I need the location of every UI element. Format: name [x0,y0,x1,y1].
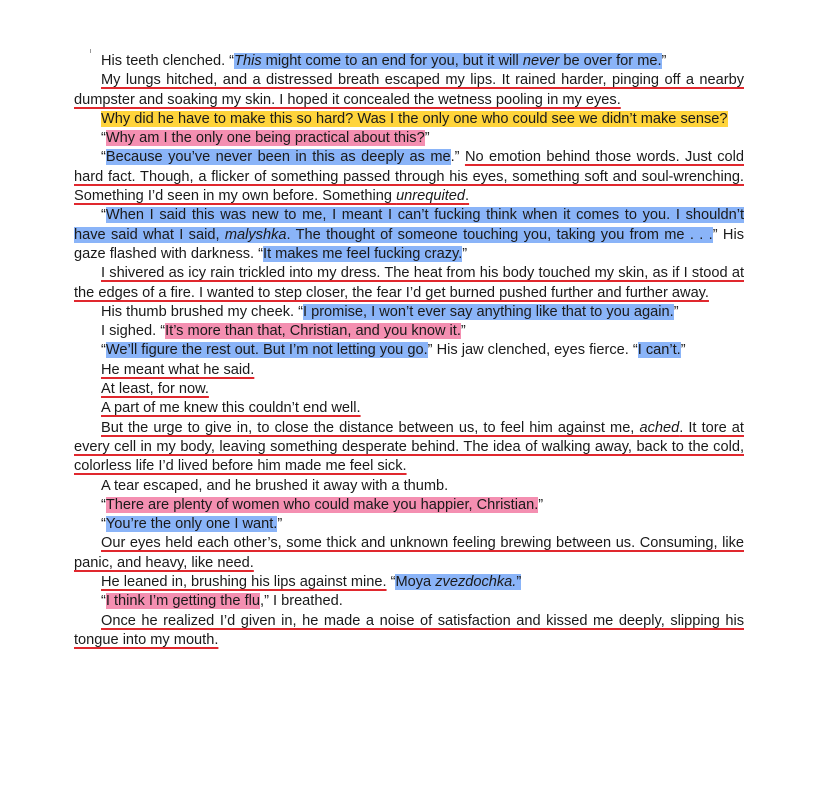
underlined-text: He meant what he said. [101,361,255,378]
underlined-text: No emotion behind those words. Just cold hard fact. Though, a flicker of something passed through his eyes, something soft and soul-wrenching. Something I’d seen in my own before. Something unrequited. [74,149,744,205]
highlight-blue: I can’t. [637,342,681,359]
highlight-yellow: Why did he have to make this so hard? Was I the only one who could see we didn’t make sense? [101,110,728,127]
highlight-pink: There are plenty of women who could make you happier, Christian. [105,496,539,513]
paragraph-underlined: I shivered as icy rain trickled into my dress. The heat from his body touched my skin, as if I stood at the edges of a fire. I wanted to step closer, the fear I’d get burned pushed further and further away. [74,265,744,301]
highlight-blue: When I said this was new to me, I meant I can’t fucking think when it comes to you. I shouldn’t have said what I said, malyshka. The thought of someone touching you, taking you from me . . . [74,207,744,243]
paragraph: A tear escaped, and he brushed it away with a thumb. [101,477,449,494]
paragraph: “When I said this was new to me, I meant I can’t fucking think when it comes to you. I shouldn’t have said what I said, malyshka. The thought of someone touching you, taking you from me . . .” His gaze flashed with darkness. “It makes me feel fucking crazy.” [74,207,744,262]
underlined-text: A part of me knew this couldn’t end well. [101,400,361,417]
highlight-blue: You’re the only one I want. [105,516,278,533]
highlight-blue: This might come to an end for you, but it will never be over for me. [234,53,662,69]
paragraph [74,399,744,418]
paragraph: “You’re the only one I want.” [101,516,283,533]
highlight-pink: Why am I the only one being practical about this? [105,130,425,147]
paragraph: His thumb brushed my cheek. “I promise, I won’t ever say anything like that to you again.” [101,303,679,320]
paragraph-underlined: Once he realized I’d given in, he made a noise of satisfaction and kissed me deeply, slipping his tongue into my mouth. [74,612,744,648]
paragraph: “Because you’ve never been in this as deeply as me.” No emotion behind those words. Just cold hard fact. Though, a flicker of something passed through his eyes, something soft and soul-wrenching. Something I’d seen in my own before. Something unrequited. [74,149,744,205]
paragraph: “We’ll figure the rest out. But I’m not letting you go.” His jaw clenched, eyes fierce. “I can’t.” [101,342,686,359]
paragraph [74,361,744,380]
underlined-text: He leaned in, brushing his lips against mine. [101,574,387,591]
paragraph [74,380,744,399]
page-body [74,52,744,650]
paragraph: I sighed. “It’s more than that, Christian, and you know it.” [101,323,466,340]
paragraph: “Why am I the only one being practical about this?” [101,130,430,147]
highlight-blue: Because you’ve never been in this as deeply as me [105,149,451,166]
highlight-pink: I think I’m getting the flu [105,593,261,610]
paragraph-underlined: But the urge to give in, to close the distance between us, to feel him against me, ached. It tore at every cell in my body, leaving something desperate behind. The idea of walking away, back to the cold, colorless life I’d lived before him made me feel sick. [74,419,744,475]
highlight-blue: We’ll figure the rest out. But I’m not letting you go. [105,342,428,359]
highlight-blue: I promise, I won’t ever say anything like that to you again. [302,303,674,320]
paragraph [74,110,744,129]
paragraph: He leaned in, brushing his lips against mine. “Moya zvezdochka.” [101,574,522,591]
paragraph-underlined: Our eyes held each other’s, some thick and unknown feeling brewing between us. Consuming, like panic, and heavy, like need. [74,535,744,571]
paragraph: “I think I’m getting the flu,” I breathed. [101,593,343,610]
highlight-pink: It’s more than that, Christian, and you know it. [165,323,461,340]
paragraph: “There are plenty of women who could make you happier, Christian.” [101,496,544,513]
underlined-text: At least, for now. [101,381,209,398]
paragraph-underlined: My lungs hitched, and a distressed breath escaped my lips. It rained harder, pinging off a nearby dumpster and soaking my skin. I hoped it concealed the wetness pooling in my eyes. [74,72,744,108]
paragraph: His teeth clenched. “This might come to an end for you, but it will never be over for me.” [101,53,667,69]
highlight-blue: Moya zvezdochka.” [395,574,522,591]
highlight-blue: It makes me feel fucking crazy. [263,245,463,262]
